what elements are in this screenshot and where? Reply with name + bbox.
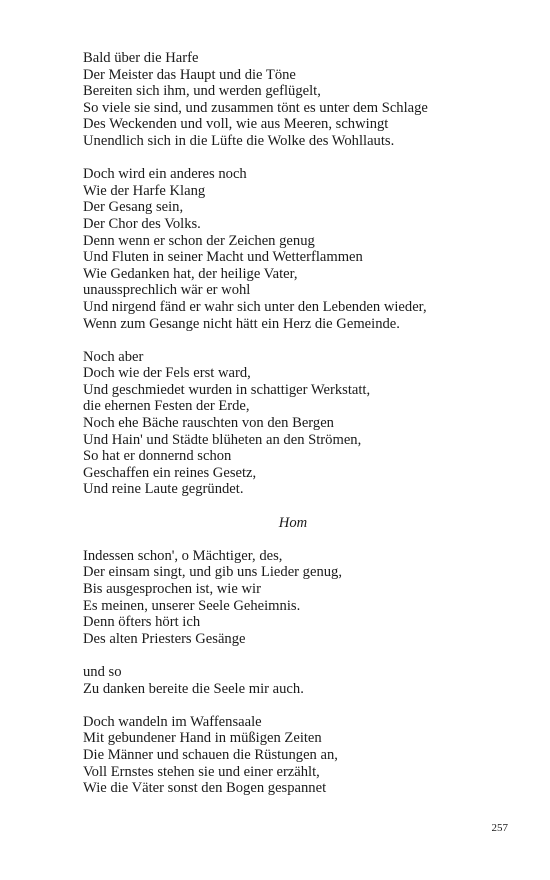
verse-line: Der Meister das Haupt und die Töne [83, 66, 296, 83]
verse-line: Voll Ernstes stehen sie und einer erzählt, [83, 763, 320, 780]
verse-line: Doch wandeln im Waffensaale [83, 713, 262, 730]
verse-line: Der Gesang sein, [83, 199, 184, 216]
verse-line: Noch aber [83, 348, 144, 365]
verse-line: Die Männer und schauen die Rüstungen an, [83, 746, 338, 763]
section-heading: Hom [278, 514, 308, 531]
verse-line: Es meinen, unserer Seele Geheimnis. [83, 597, 301, 614]
verse-line: So viele sie sind, und zusammen tönt es unter dem Schlage [83, 99, 428, 116]
verse-line: Bis ausgesprochen ist, wie wir [83, 581, 261, 597]
poem-text [83, 50, 503, 813]
verse-line: Und nirgend fänd er wahr sich unter den Lebenden wieder, [83, 298, 427, 315]
verse-line: Wenn zum Gesange nicht hätt ein Herz die Gemeinde. [83, 315, 400, 332]
verse-line: Und geschmiedet wurden in schattiger Werkstatt, [83, 381, 371, 398]
verse-line: So hat er donnernd schon [83, 448, 232, 465]
verse-line: Denn wenn er schon der Zeichen genug [83, 232, 315, 249]
verse-line: Bereiten sich ihm, und werden geflügelt, [83, 83, 321, 100]
verse-line: und so [83, 663, 122, 680]
verse-line: Wie der Harfe Klang [83, 182, 206, 199]
verse-line: Wie die Väter sonst den Bogen gespannet [83, 780, 327, 797]
verse-line: Und Hain' und Städte blüheten an den Strömen, [83, 431, 362, 448]
verse-line: Wie Gedanken hat, der heilige Vater, [83, 265, 298, 282]
verse-line: Zu danken bereite die Seele mir auch. [83, 680, 304, 697]
verse-line: die ehernen Festen der Erde, [83, 398, 250, 415]
stanza-1 [83, 50, 503, 150]
verse-line: Indessen schon', o Mächtiger, des, [83, 547, 283, 564]
verse-line: Bald über die Harfe [83, 50, 199, 66]
verse-line: Geschaffen ein reines Gesetz, [83, 464, 257, 481]
verse-line: Unendlich sich in die Lüfte die Wolke des Wohllauts. [83, 132, 395, 149]
stanza-6 [83, 714, 503, 797]
stanza-3 [83, 349, 503, 498]
verse-line: Des alten Priesters Gesänge [83, 630, 246, 647]
verse-line: unaussprechlich wär er wohl [83, 282, 251, 299]
verse-line: Des Weckenden und voll, wie aus Meeren, schwingt [83, 116, 389, 133]
verse-line: Und Fluten in seiner Macht und Wetterflammen [83, 249, 363, 266]
verse-line: Noch ehe Bäche rauschten von den Bergen [83, 415, 334, 432]
stanza-4 [83, 548, 503, 648]
verse-line: Und reine Laute gegründet. [83, 481, 244, 498]
verse-line: Der Chor des Volks. [83, 215, 201, 232]
verse-line: Der einsam singt, und gib uns Lieder genug, [83, 564, 342, 581]
stanza-2 [83, 166, 503, 332]
verse-line: Doch wird ein anderes noch [83, 166, 247, 183]
verse-line: Denn öfters hört ich [83, 614, 201, 631]
verse-line: Mit gebundener Hand in müßigen Zeiten [83, 730, 322, 747]
stanza-5 [83, 664, 503, 697]
verse-line: Doch wie der Fels erst ward, [83, 365, 251, 382]
page-number: 257 [491, 822, 508, 834]
